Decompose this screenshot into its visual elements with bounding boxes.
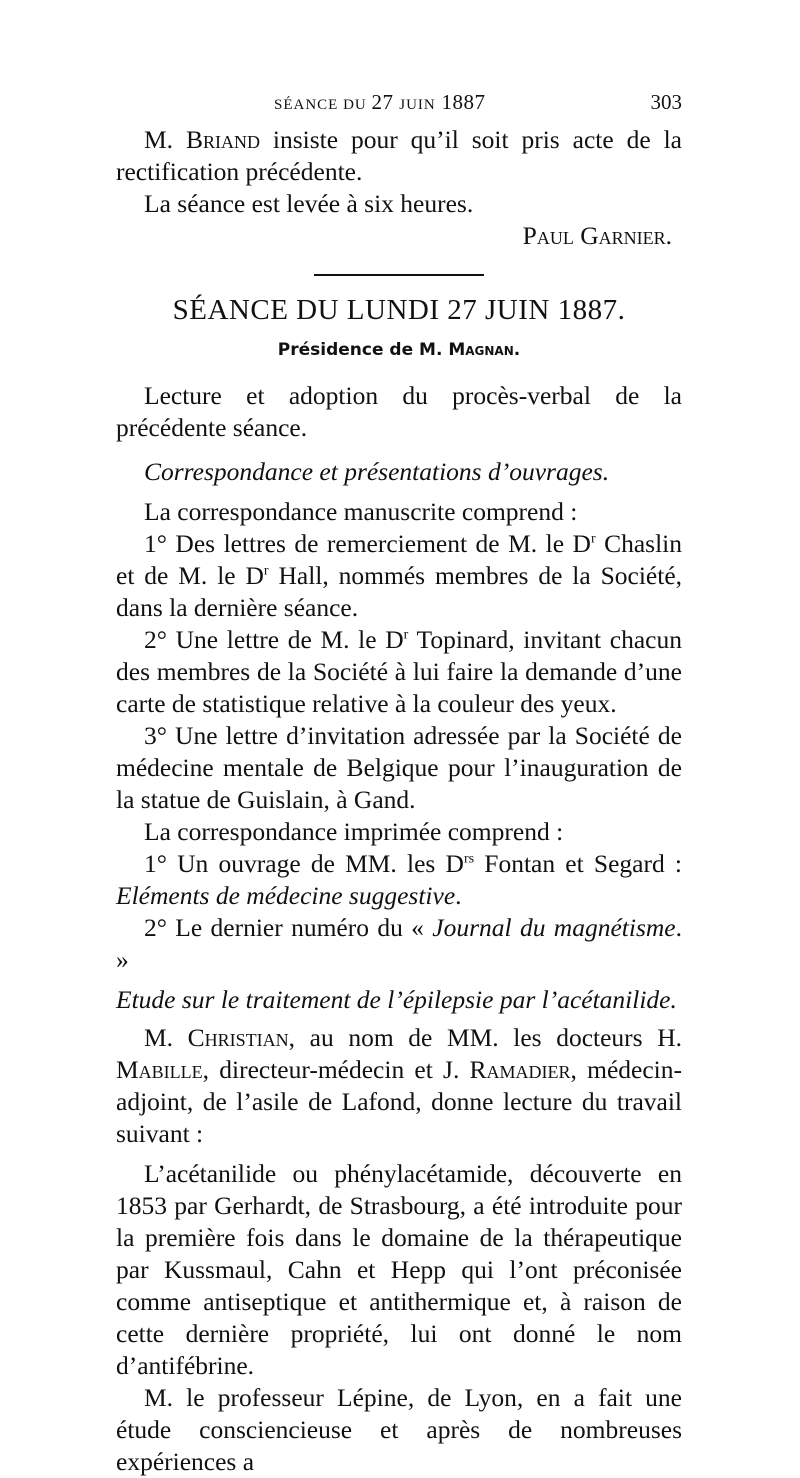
seance-levee: La séance est levée à six heures. xyxy=(144,189,474,218)
print-item-2: 2° Le dernier numéro du « Journal du magnétisme. » xyxy=(116,913,682,974)
item-2: 2° Une lettre de M. le $D^r$ Topinard, invitant chacun des membres de la Société à lui faire la demande d’une carte de statistique relative à la couleur des yeux. xyxy=(116,625,682,718)
item-1: 1° Des lettres de remerciement de M. le $D^r$ Chaslin et de M. le $D^r$ Hall, nommés membres de la Société, dans la dernière séance. xyxy=(116,529,683,622)
page-body xyxy=(116,124,682,1478)
session-title: SÉANCE DU LUNDI 27 JUIN 1887. xyxy=(172,294,626,326)
christian-paragraph: M. Christian, au nom de MM. les docteurs H. Mabille, directeur-médecin et J. Ramadier, médecin-adjoint, de l’asile de Lafond, donne lecture du travail suivant : xyxy=(116,1023,682,1148)
manuscrite-intro: La correspondance manuscrite comprend : xyxy=(144,497,578,526)
acetanilide-paragraph: L’acétanilide ou phénylacétamide, découverte en 1853 par Gerhardt, de Strasbourg, a été introduite pour la première fois dans le domaine de la thérapeutique par Kussmaul, Cahn et Hepp qui l’ont préconisée comme antiseptique et antithermique et, à raison de cette dernière propriété, lui ont donné le nom d’antifébrine. xyxy=(116,1159,682,1380)
etude-heading: Etude sur le traitement de l’épilepsie par l’acétanilide. xyxy=(116,985,677,1014)
adoption-paragraph: Lecture et adoption du procès-verbal de la précédente séance. xyxy=(116,381,682,442)
item-3: 3° Une lettre d’invitation adressée par la Société de médecine mentale de Belgique pour l’inauguration de la statue de Guislain, à Gand. xyxy=(116,721,682,814)
running-header xyxy=(116,90,682,120)
signature: Paul Garnier. xyxy=(522,221,672,250)
imprimee-intro: La correspondance imprimée comprend : xyxy=(144,817,564,846)
page-number: 303 xyxy=(650,90,682,114)
section-divider xyxy=(314,274,484,276)
print-item-1: 1° Un ouvrage de MM. les $D^{rs}$ Fontan et Segard : Eléments de médecine suggestive. xyxy=(116,849,682,910)
correspondance-heading: Correspondance et présentations d’ouvrages. xyxy=(144,457,610,486)
running-title: SÉANCE DU 27 JUIN 1887 xyxy=(274,90,486,114)
lepine-paragraph: M. le professeur Lépine, de Lyon, en a fait une étude consciencieuse et après de nombreuses expériences a xyxy=(116,1383,682,1476)
presidence-line: Présidence de M. Magnan. xyxy=(277,340,521,360)
paragraph-gap xyxy=(116,1150,682,1158)
briand-paragraph: M. Briand insiste pour qu’il soit pris acte de la rectification précédente. xyxy=(116,125,682,186)
